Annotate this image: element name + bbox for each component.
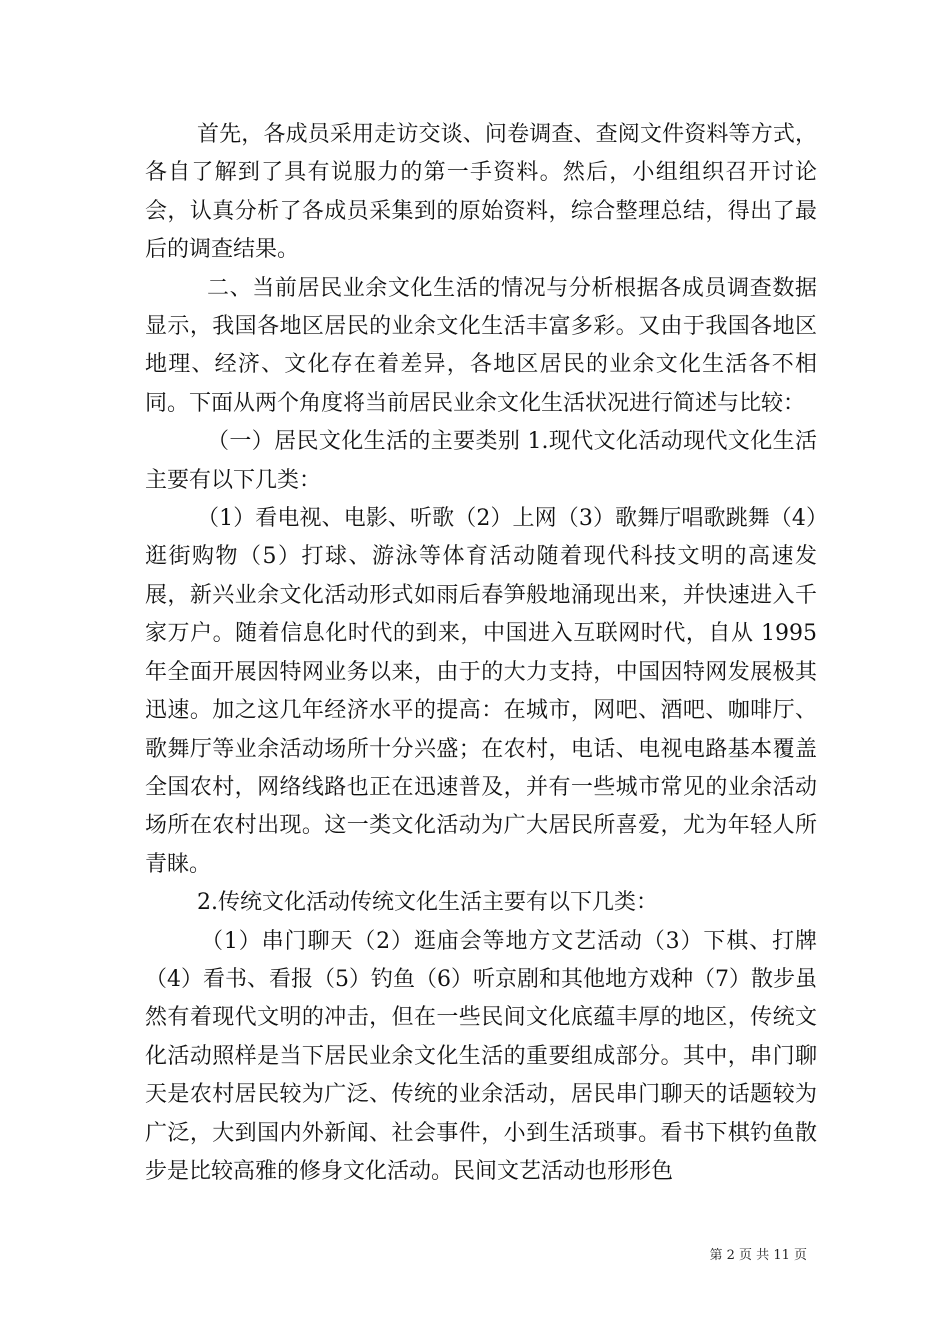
page-number: 第 2 页 共 11 页 bbox=[709, 1248, 807, 1263]
paragraph-modern-activities: （1）看电视、电影、听歌（2）上网（3）歌舞厅唱歌跳舞（4）逛街购物（5）打球、游泳等体育活动随着现代科技文明的高速发展，新兴业余文化活动形式如雨后春笋般地涌现出来，并快速进入千家万户。随着信息化时代的到来，中国进入互联网时代，自从 1995 年全面开展因特网业务以来，由于的大力支持，中国因特网发展极其迅速。加之这几年经济水平的提高：在城市，网吧、酒吧、咖啡厅、歌舞厅等业余活动场所十分兴盛；在农村，电话、电视电路基本覆盖全国农村，网络线路也正在迅速普及，并有一些城市常见的业余活动场所在农村出现。这一类文化活动为广大居民所喜爱，尤为年轻人所青睐。 bbox=[145, 506, 817, 877]
paragraph-section-two: 二、当前居民业余文化生活的情况与分析根据各成员调查数据显示，我国各地区居民的业余文化生活丰富多彩。又由于我国各地区地理、经济、文化存在着差异，各地区居民的业余文化生活各不相同。下面从两个角度将当前居民业余文化生活状况进行简述与比较： bbox=[145, 275, 817, 416]
paragraph-method: 首先，各成员采用走访交谈、问卷调查、查阅文件资料等方式，各自了解到了具有说服力的第一手资料。然后，小组组织召开讨论会，认真分析了各成员采集到的原始资料，综合整理总结，得出了最后的调查结果。 bbox=[145, 122, 817, 263]
paragraph-category-heading: （一）居民文化生活的主要类别 1.现代文化活动现代文化生活主要有以下几类： bbox=[145, 429, 817, 493]
paragraph-traditional-activities: （1）串门聊天（2）逛庙会等地方文艺活动（3）下棋、打牌（4）看书、看报（5）钓鱼（6）听京剧和其他地方戏种（7）散步虽然有着现代文明的冲击，但在一些民间文化底蕴丰厚的地区，传统文化活动照样是当下居民业余文化生活的重要组成部分。其中，串门聊天是农村居民较为广泛、传统的业余活动，居民串门聊天的话题较为广泛，大到国内外新闻、社会事件，小到生活琐事。看书下棋钓鱼散步是比较高雅的修身文化活动。民间文艺活动也形形色 bbox=[145, 928, 817, 1184]
paragraph-traditional-heading: 2.传统文化活动传统文化生活主要有以下几类： bbox=[197, 890, 658, 916]
document-body bbox=[145, 116, 817, 1191]
